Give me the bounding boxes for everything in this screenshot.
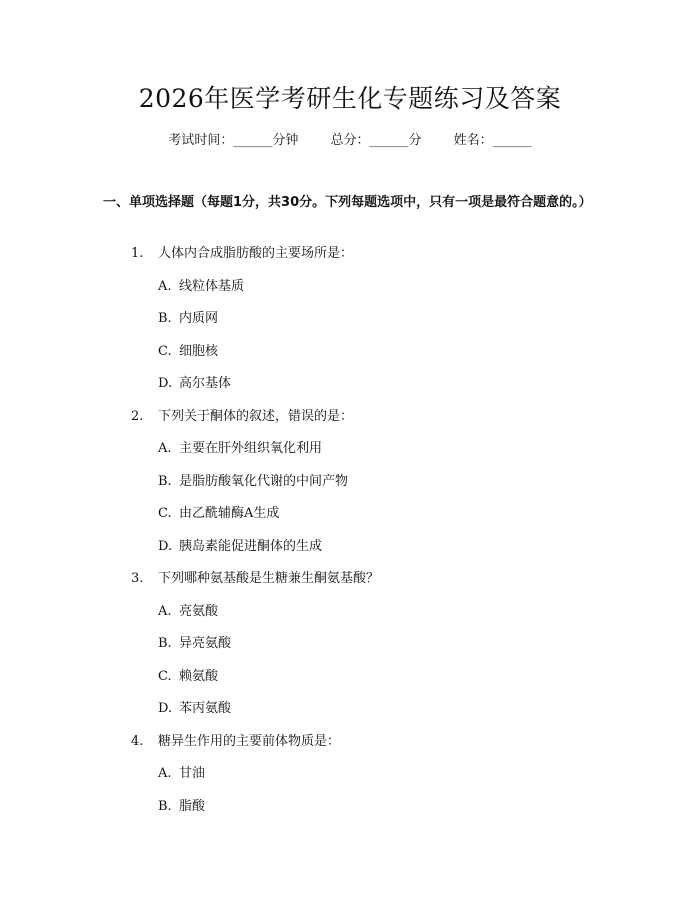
document-title: 2026年医学考研生化专题练习及答案 [138, 84, 562, 113]
option-letter: D. [158, 376, 173, 391]
option-text: 胰岛素能促进酮体的生成 [179, 538, 323, 554]
option-d [0, 693, 700, 726]
option-text: 甘油 [179, 766, 206, 781]
question-4 [0, 726, 700, 824]
option-text: 亮氨酸 [179, 603, 219, 619]
question-stem [0, 563, 700, 596]
option-letter: C. [158, 668, 172, 684]
section-heading: 一、单项选择题（每题1分，共30分。下列每题选项中，只有一项是最符合题意的。） [103, 195, 592, 210]
option-a [0, 758, 700, 791]
option-letter: A. [158, 278, 172, 294]
option-text: 赖氨酸 [179, 668, 219, 684]
option-text: 主要在肝外组织氧化利用 [179, 441, 323, 456]
student-name-field: 姓名：______ [453, 133, 532, 148]
exam-time-field: 考试时间：______分钟 [168, 133, 299, 148]
option-a [0, 433, 700, 466]
option-text: 线粒体基质 [179, 278, 245, 294]
question-1 [0, 238, 700, 401]
option-text: 苯丙氨酸 [179, 701, 232, 716]
question-text: 下列关于酮体的叙述，错误的是： [158, 408, 354, 424]
option-text: 异亮氨酸 [179, 636, 232, 651]
option-text: 脂酸 [179, 798, 206, 814]
option-d [0, 368, 700, 401]
option-text: 内质网 [179, 311, 219, 326]
option-text: 由乙酰辅酶A生成 [179, 506, 280, 521]
question-text: 下列哪种氨基酸是生糖兼生酮氨基酸？ [158, 571, 380, 586]
option-letter: A. [158, 441, 172, 456]
question-stem [0, 238, 700, 271]
option-letter: D. [158, 701, 173, 716]
option-d [0, 531, 700, 564]
option-b [0, 791, 700, 824]
option-letter: C. [158, 506, 172, 521]
option-letter: A. [158, 766, 172, 781]
question-text: 糖异生作用的主要前体物质是： [158, 733, 341, 749]
option-letter: C. [158, 343, 172, 359]
option-c [0, 336, 700, 369]
option-b [0, 303, 700, 336]
option-a [0, 596, 700, 629]
option-letter: B. [158, 798, 172, 814]
question-stem [0, 401, 700, 434]
question-number: 2. [131, 408, 144, 424]
exam-info-row [0, 132, 700, 150]
option-c [0, 661, 700, 694]
option-c [0, 498, 700, 531]
option-letter: D. [158, 538, 173, 554]
option-text: 细胞核 [179, 343, 219, 359]
question-list [0, 238, 700, 823]
option-b [0, 466, 700, 499]
option-a [0, 271, 700, 304]
total-score-field: 总分：______分 [330, 133, 422, 148]
question-2 [0, 401, 700, 564]
option-b [0, 628, 700, 661]
option-letter: B. [158, 636, 172, 651]
question-text: 人体内合成脂肪酸的主要场所是： [158, 246, 354, 261]
option-letter: B. [158, 473, 172, 489]
question-number: 4. [131, 733, 144, 749]
question-number: 3. [131, 571, 144, 586]
option-text: 高尔基体 [179, 376, 232, 391]
option-letter: B. [158, 311, 172, 326]
option-letter: A. [158, 603, 172, 619]
question-3 [0, 563, 700, 726]
question-stem [0, 726, 700, 759]
option-text: 是脂肪酸氧化代谢的中间产物 [179, 473, 349, 489]
question-number: 1. [131, 246, 144, 261]
